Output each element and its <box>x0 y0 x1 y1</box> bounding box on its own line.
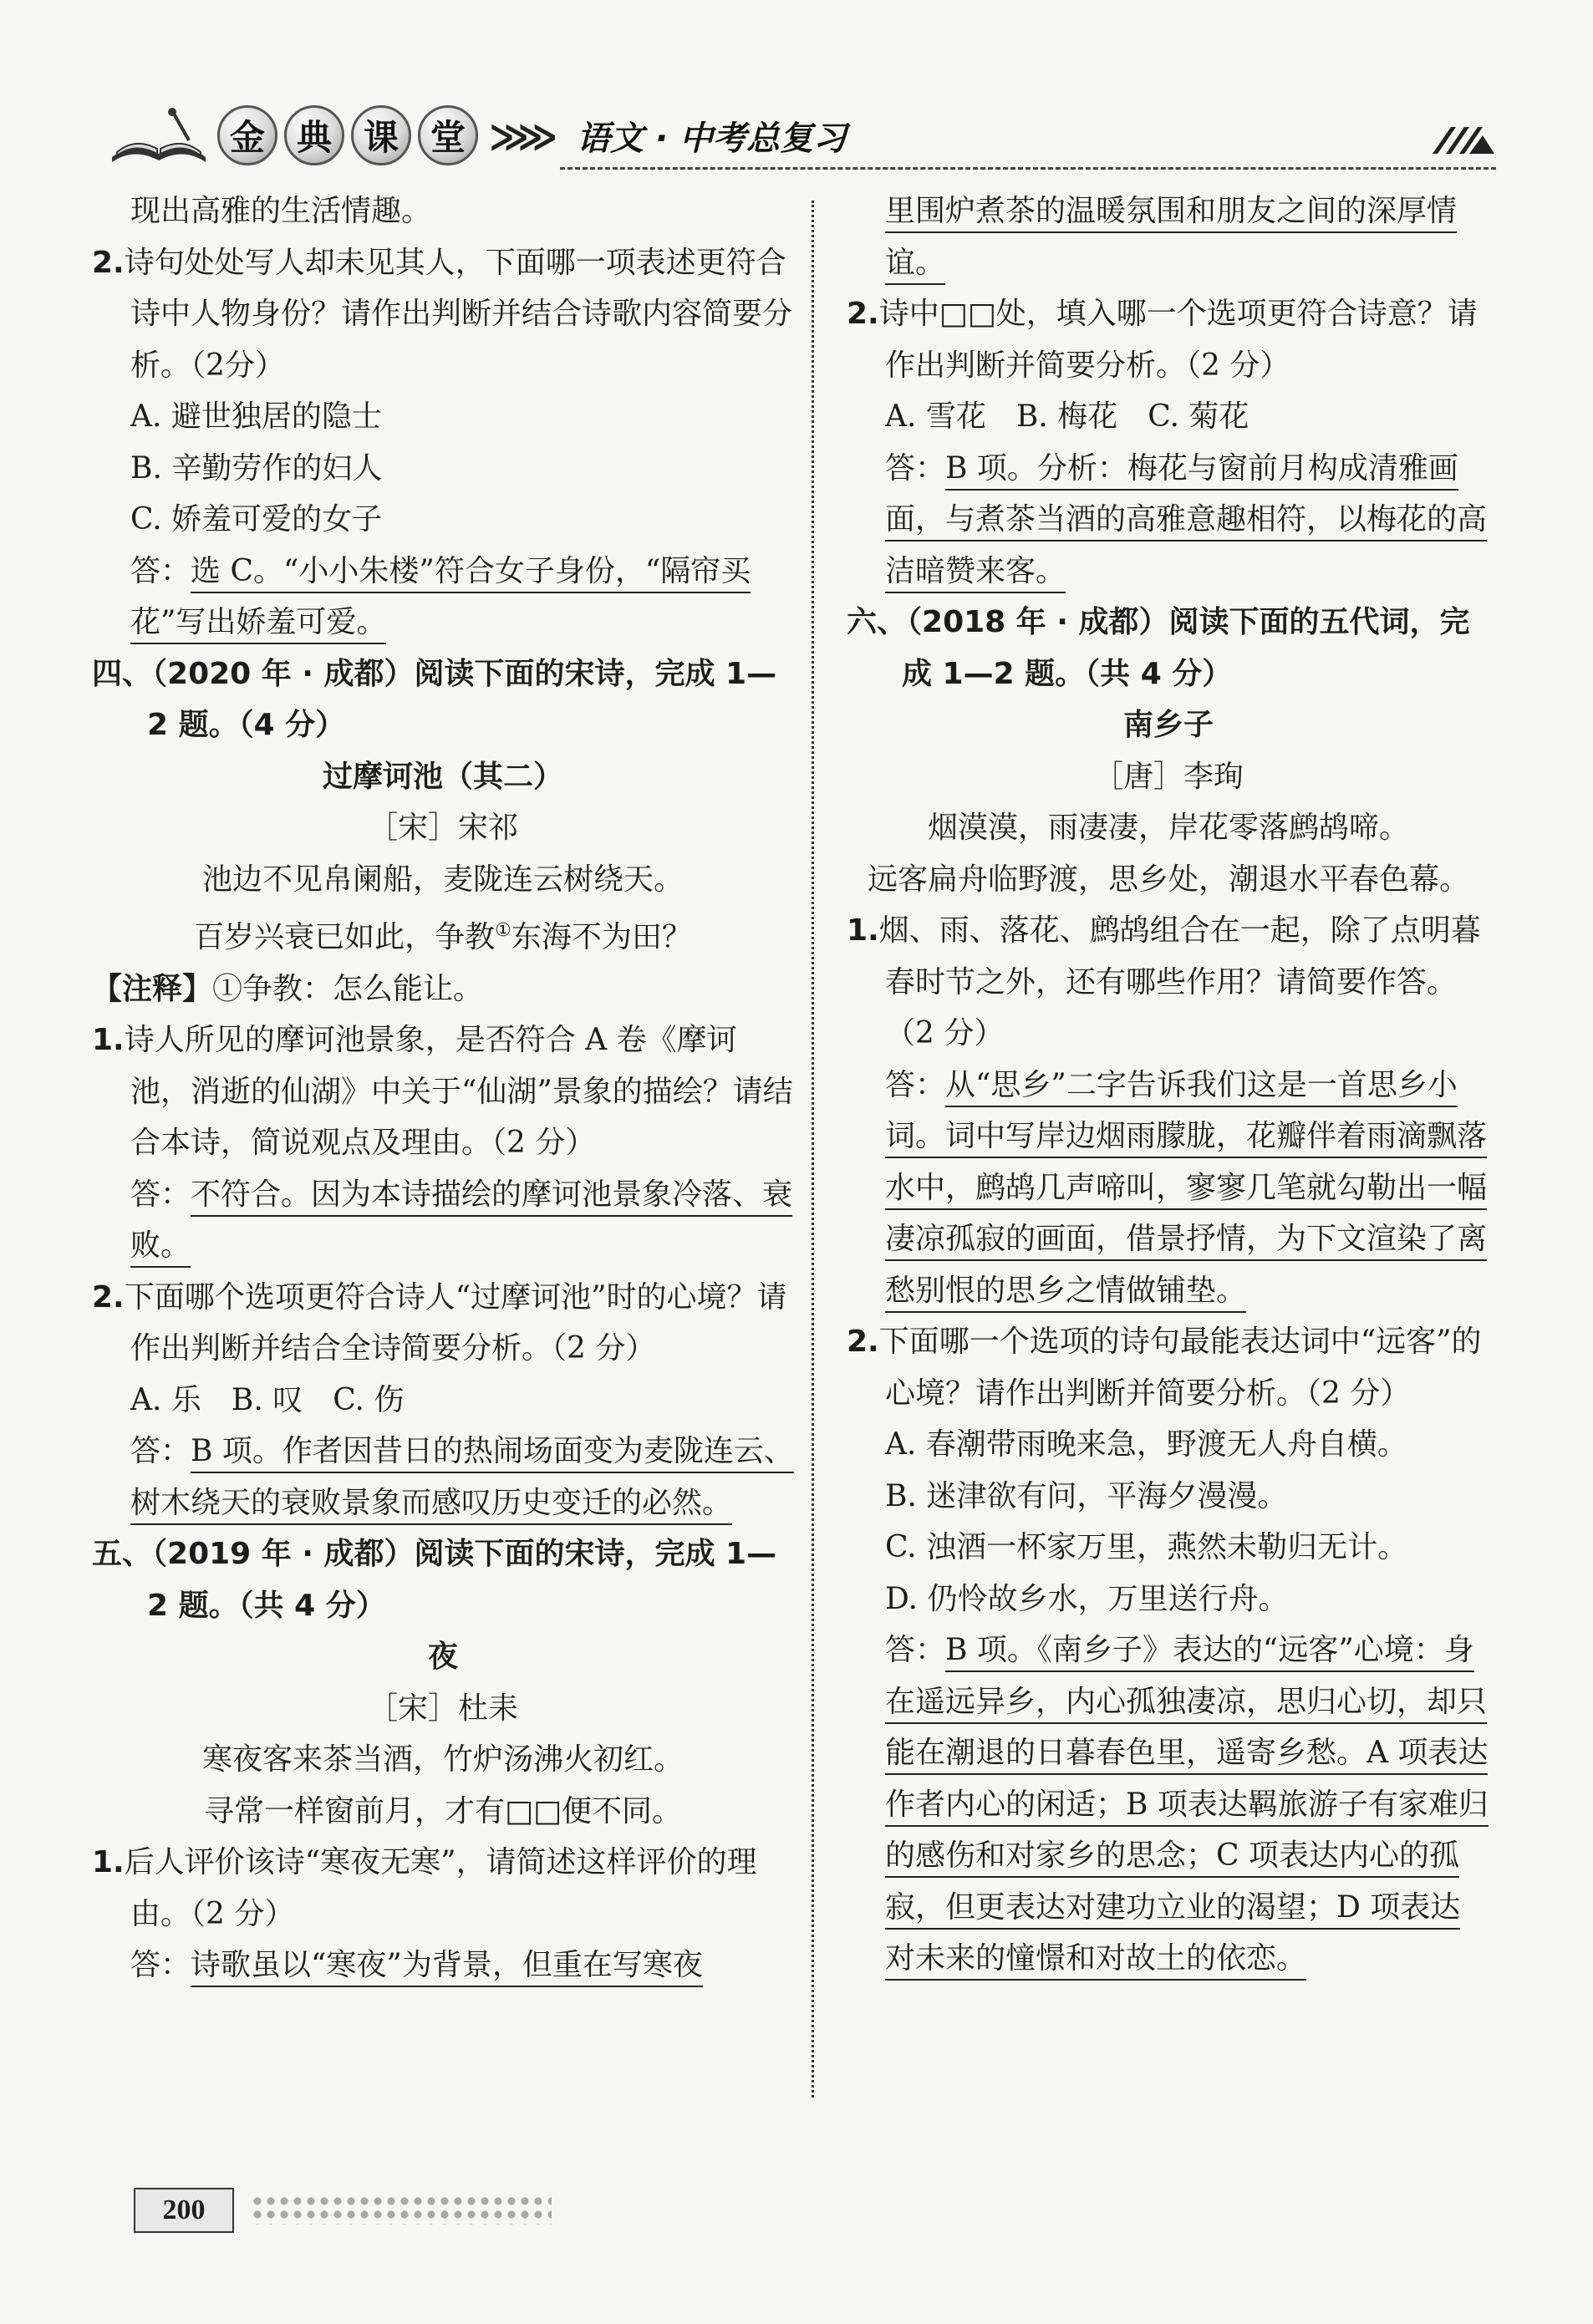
answer-label: 答： <box>885 1633 946 1667</box>
section-label: 六、 <box>847 605 908 639</box>
question-text: 下面哪个选项更符合诗人“过摩诃池”时的心境？请作出判断并结合全诗简要分析。（2 分） <box>124 1279 787 1365</box>
answer <box>847 1625 1490 1985</box>
poem-line: 寒夜客来茶当酒，竹炉汤沸火初红。 <box>201 1742 684 1777</box>
question-5-2 <box>847 288 1490 391</box>
answer <box>92 1940 794 1991</box>
answer-text: 选 C。“小小朱楼”符合女子身份，“隔帘买花”写出娇羞可爱。 <box>130 554 751 645</box>
answer-text: B 项。分析：梅花与窗前月构成清雅画面，与煮茶当酒的高雅意趣相符，以梅花的高洁暗赞来客。 <box>885 451 1487 593</box>
answer-continued <box>847 186 1490 288</box>
section-6-heading <box>847 597 1490 699</box>
poem-author: ［唐］李珣 <box>1092 759 1244 794</box>
question-6-1 <box>847 905 1490 1060</box>
option-a: A. 春潮带雨晚来急，野渡无人舟自横。 <box>885 1427 1407 1462</box>
poem-author: ［宋］宋祁 <box>367 811 518 845</box>
question-text: 下面哪一个选项的诗句最能表达词中“远客”的心境？请作出判断并简要分析。（2 分） <box>878 1325 1482 1411</box>
question-number: 1. <box>92 1023 125 1057</box>
poem-line <box>92 905 794 964</box>
answer-label: 答： <box>130 1434 191 1468</box>
option-d: D. 仍怜故乡水，万里送行舟。 <box>885 1581 1289 1616</box>
question-4-1 <box>92 1015 794 1169</box>
poem-title: 南乡子 <box>1122 708 1214 742</box>
annotation-tag: 【注释】 <box>92 971 213 1006</box>
question-text: 后人评价该诗“寒夜无寒”，请简述这样评价的理由。（2 分） <box>124 1845 757 1931</box>
question-number: 2. <box>847 1325 879 1359</box>
text-line: 现出高雅的生活情趣。 <box>130 194 432 228</box>
answer-text: 里围炉煮茶的温暖氛围和朋友之间的深厚情谊。 <box>885 194 1457 285</box>
answer <box>847 1060 1490 1317</box>
poem-title: 夜 <box>427 1640 458 1674</box>
answer-text: 从“思乡”二字告诉我们这是一首思乡小词。词中写岸边烟雨朦胧，花瓣伴着雨滴飘落水中，鹧鸪几声啼叫，寥寥几笔就勾勒出一幅凄凉孤寂的画面，借景抒情，为下文渲染了离愁别恨的思乡之情做铺垫。 <box>885 1068 1487 1313</box>
question-number: 2. <box>92 1279 125 1315</box>
poem-title: 过摩诃池（其二） <box>322 759 563 794</box>
page-header <box>109 99 1496 175</box>
brand-logo <box>217 105 478 165</box>
answer <box>92 1169 794 1272</box>
answer <box>92 1426 794 1528</box>
poem-line: 寻常一样窗前月，才有□□便不同。 <box>203 1793 683 1828</box>
poem-line: 烟漠漠，雨凄凄，岸花零落鹧鸪啼。 <box>927 811 1409 845</box>
header-dashed-rule <box>560 167 1496 170</box>
left-column <box>92 186 794 1991</box>
question-6-2 <box>847 1316 1490 1419</box>
section-label: 四、 <box>92 656 153 691</box>
answer-text: B 项。作者因昔日的热闹场面变为麦陇连云、树木绕天的衰败景象而感叹历史变迁的必然。 <box>130 1434 794 1525</box>
option-b: B. 辛勤劳作的妇人 <box>130 450 383 486</box>
question-text: 烟、雨、落花、鹧鸪组合在一起，除了点明暮春时节之外，还有哪些作用？请简要作答。（2 分） <box>878 913 1481 1050</box>
question-text: 诗中□□处，填入哪一个选项更符合诗意？请作出判断并简要分析。（2 分） <box>878 297 1478 383</box>
answer-label: 答： <box>130 1177 191 1212</box>
question-number: 1. <box>92 1845 125 1879</box>
poem-line: 池边不见帛阑船，麦陇连云树绕天。 <box>201 862 684 897</box>
answer-text: B 项。《南乡子》表达的“远客”心境：身在遥远异乡，内心孤独凄凉，思归心切，却只能在潮退的日暮春色里，遥寄乡愁。A 项表达作者内心的闲适；B 项表达羁旅游子有家难归的感伤和对家乡的思念；C 项表达内心的孤寂，但更表达对建功立业的渴望；D 项表达对未来的憧憬和对故土的依恋。 <box>885 1633 1489 1981</box>
answer-label: 答： <box>130 1948 191 1982</box>
brand-char: 典 <box>284 105 344 165</box>
question-2 <box>92 237 794 392</box>
option-c: C. 娇羞可爱的女子 <box>130 502 383 537</box>
poem-line-part: 百岁兴衰已如此，争教 <box>194 920 496 954</box>
poem-line-part: 东海不为田？ <box>511 920 692 954</box>
answer-label: 答： <box>130 553 191 588</box>
question-number: 1. <box>847 913 879 948</box>
section-text: （2018 年 · 成都）阅读下面的五代词，完成 1—2 题。（共 4 分） <box>902 605 1470 691</box>
section-text: （2019 年 · 成都）阅读下面的宋诗，完成 1—2 题。（共 4 分） <box>147 1537 777 1623</box>
options: A. 雪花 B. 梅花 C. 菊花 <box>885 399 1249 434</box>
footnote-marker: ① <box>495 920 511 941</box>
brand-char: 金 <box>217 105 277 165</box>
question-4-2 <box>92 1272 794 1375</box>
question-number: 2. <box>92 245 125 280</box>
section-4-heading <box>92 648 794 751</box>
option-a: A. 避世独居的隐士 <box>130 399 382 434</box>
poem-author: ［宋］杜耒 <box>367 1691 518 1726</box>
question-5-1 <box>92 1837 794 1940</box>
question-text: 诗人所见的摩诃池景象，是否符合 A 卷《摩诃池，消逝的仙湖》中关于“仙湖”景象的描绘？请结合本诗，简说观点及理由。（2 分） <box>124 1023 793 1160</box>
answer <box>847 443 1490 598</box>
brand-char: 堂 <box>418 105 478 165</box>
annotation-text: ①争教：怎么能让。 <box>212 971 484 1006</box>
answer <box>92 546 794 648</box>
answer-label: 答： <box>885 1067 946 1102</box>
option-c: C. 浊酒一杯家万里，燕然未勒归无计。 <box>885 1530 1408 1564</box>
decorative-dots <box>251 2194 552 2225</box>
open-book-icon <box>109 107 209 165</box>
answer-text: 诗歌虽以“寒夜”为背景，但重在写寒夜 <box>191 1948 703 1987</box>
question-number: 2. <box>847 297 879 331</box>
answer-text: 不符合。因为本诗描绘的摩诃池景象冷落、衰败。 <box>130 1177 792 1269</box>
options: A. 乐 B. 叹 C. 伤 <box>130 1382 405 1417</box>
page-number: 200 <box>134 2188 234 2233</box>
column-divider <box>812 201 814 2098</box>
section-text: （2020 年 · 成都）阅读下面的宋诗，完成 1—2 题。（4 分） <box>147 656 777 742</box>
subject-title: 语文 · 中考总复习 <box>577 120 847 158</box>
answer-label: 答： <box>885 450 946 486</box>
option-b: B. 迷津欲有问，平海夕漫漫。 <box>885 1478 1288 1513</box>
question-text: 诗句处处写人却未见其人，下面哪一项表述更符合诗中人物身份？请作出判断并结合诗歌内容简要分析。（2分） <box>124 245 793 383</box>
double-arrow-icon: ≫≫ <box>489 114 547 159</box>
brand-char: 课 <box>351 105 411 165</box>
section-label: 五、 <box>92 1537 153 1571</box>
corner-stripes-icon <box>1429 124 1496 157</box>
right-column <box>847 186 1490 1985</box>
section-5-heading <box>92 1528 794 1631</box>
poem-line: 远客扁舟临野渡，思乡处，潮退水平春色幕。 <box>867 862 1469 897</box>
annotation <box>92 964 794 1015</box>
